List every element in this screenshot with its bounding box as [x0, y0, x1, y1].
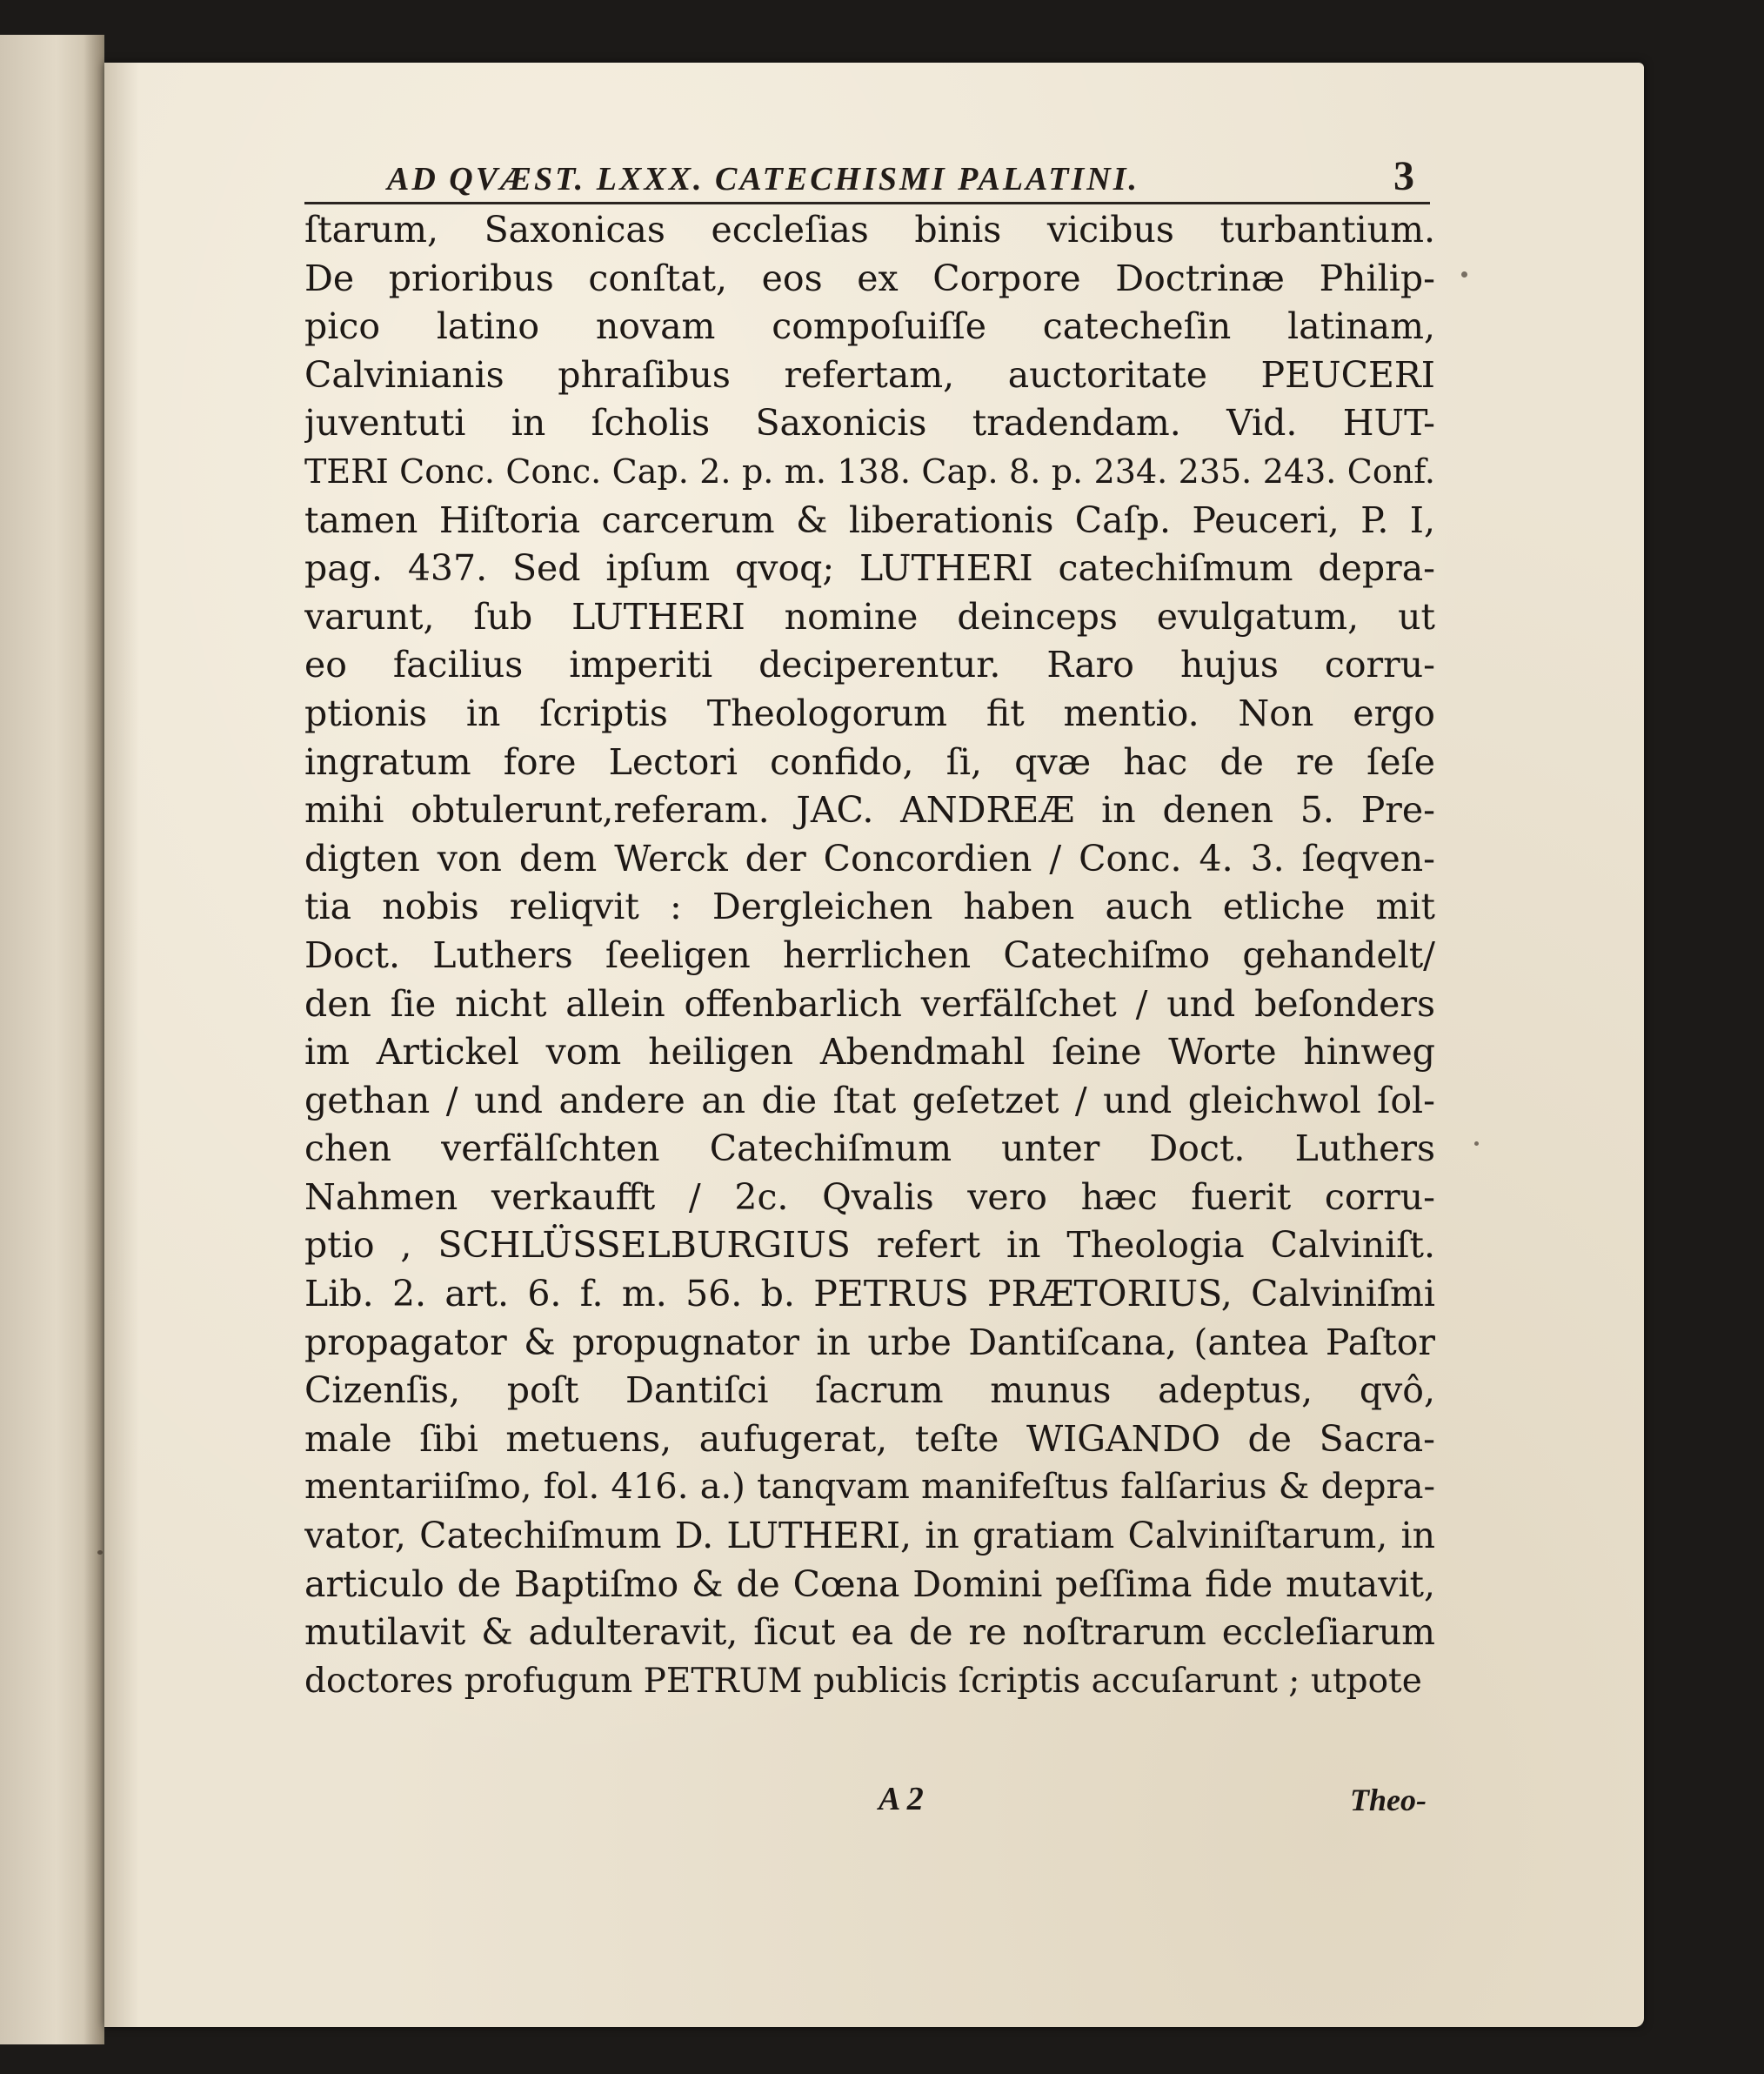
left-page-edge — [0, 35, 104, 2044]
text-line: De prioribus conſtat, eos ex Corpore Doctrinæ Philip- — [304, 257, 1435, 299]
footer-line — [304, 1776, 1435, 1825]
text-line: varunt, ſub LUTHERI nomine deinceps evulgatum, ut — [304, 595, 1435, 638]
text-line: tia nobis reliqvit : Dergleichen haben auch etliche mit — [304, 886, 1435, 928]
signature-mark: A 2 — [879, 1781, 924, 1817]
text-line: den ſie nicht allein offenbarlich verfälſchet / und beſonders — [304, 982, 1435, 1025]
text-line: vator, Catechiſmum D. LUTHERI, in gratiam Calviniſtarum, in — [304, 1515, 1435, 1557]
text-line: tamen Hiſtoria carcerum & liberationis Caſp. Peuceri, P. I, — [304, 498, 1435, 541]
text-line: male ſibi metuens, aufugerat, teſte WIGANDO de Sacra- — [304, 1417, 1435, 1460]
ink-speck — [1461, 271, 1467, 278]
text-line: pico latino novam compoſuiſſe catecheſin latinam, — [304, 305, 1435, 348]
text-line: TERI Conc. Conc. Cap. 2. p. m. 138. Cap. 8. p. 234. 235. 243. Conf. — [304, 452, 1435, 491]
text-line: Calvinianis phraſibus refertam, auctoritate PEUCERI — [304, 353, 1435, 396]
text-line: ſtarum, Saxonicas eccleſias binis vicibus turbantium. — [304, 209, 1435, 251]
text-line: ptio , SCHLÜSSELBURGIUS refert in Theologia Calviniſt. — [304, 1224, 1435, 1267]
text-line: doctores profugum PETRUM publicis ſcriptis accuſarunt ; utpote — [304, 1661, 1422, 1701]
page-number: 3 — [1393, 153, 1414, 199]
text-line: Lib. 2. art. 6. f. m. 56. b. PETRUS PRÆTORIUS, Calviniſmi — [304, 1273, 1435, 1315]
text-line: chen verfälſchten Catechiſmum unter Doct. Luthers — [304, 1127, 1435, 1170]
text-line: Cizenſis, poſt Dantiſci ſacrum munus adeptus, qvô, — [304, 1369, 1435, 1412]
text-line: digten von dem Werck der Concordien / Conc. 4. 3. ſeqven- — [304, 837, 1435, 880]
book-page — [104, 63, 1644, 2027]
text-line: ingratum fore Lectori confido, ſi, qvæ hac de re ſeſe — [304, 740, 1435, 783]
text-line: ptionis in ſcriptis Theologorum fit mentio. Non ergo — [304, 692, 1435, 734]
text-line: propagator & propugnator in urbe Dantiſcana, (antea Paſtor — [304, 1321, 1435, 1363]
ink-speck — [1474, 1141, 1479, 1146]
ink-speck — [97, 1550, 103, 1555]
gutter-shadow — [104, 63, 139, 2027]
text-line: eo facilius imperiti deciperentur. Raro hujus corru- — [304, 644, 1435, 686]
catchword: Theo- — [1350, 1783, 1427, 1817]
text-line: mihi obtulerunt,referam. JAC. ANDREÆ in denen 5. Pre- — [304, 789, 1435, 832]
text-line: articulo de Baptiſmo & de Cœna Domini peſſima fide mutavit, — [304, 1562, 1435, 1605]
text-line: mentariiſmo, fol. 416. a.) tanqvam manifeſtus falſarius & depra- — [304, 1467, 1435, 1508]
running-head — [304, 148, 1430, 204]
text-line: mutilavit & adulteravit, ſicut ea de re noſtrarum eccleſiarum — [304, 1611, 1435, 1654]
running-head-title: AD QVÆST. LXXX. CATECHISMI PALATINI. — [387, 161, 1140, 197]
text-line: Doct. Luthers ſeeligen herrlichen Catechiſmo gehandelt/ — [304, 933, 1435, 976]
text-line: im Artickel vom heiligen Abendmahl ſeine Worte hinweg — [304, 1031, 1435, 1074]
text-line: Nahmen verkaufft / 2c. Qvalis vero hæc fuerit corru- — [304, 1175, 1435, 1218]
text-line: pag. 437. Sed ipſum qvoq; LUTHERI catechiſmum depra- — [304, 547, 1435, 590]
text-line: gethan / und andere an die ſtat geſetzet / und gleichwol ſol- — [304, 1079, 1435, 1121]
body-text — [304, 206, 1435, 1705]
left-page-shadow — [84, 35, 103, 2044]
text-line: juventuti in ſcholis Saxonicis tradendam. Vid. HUT- — [304, 402, 1435, 445]
